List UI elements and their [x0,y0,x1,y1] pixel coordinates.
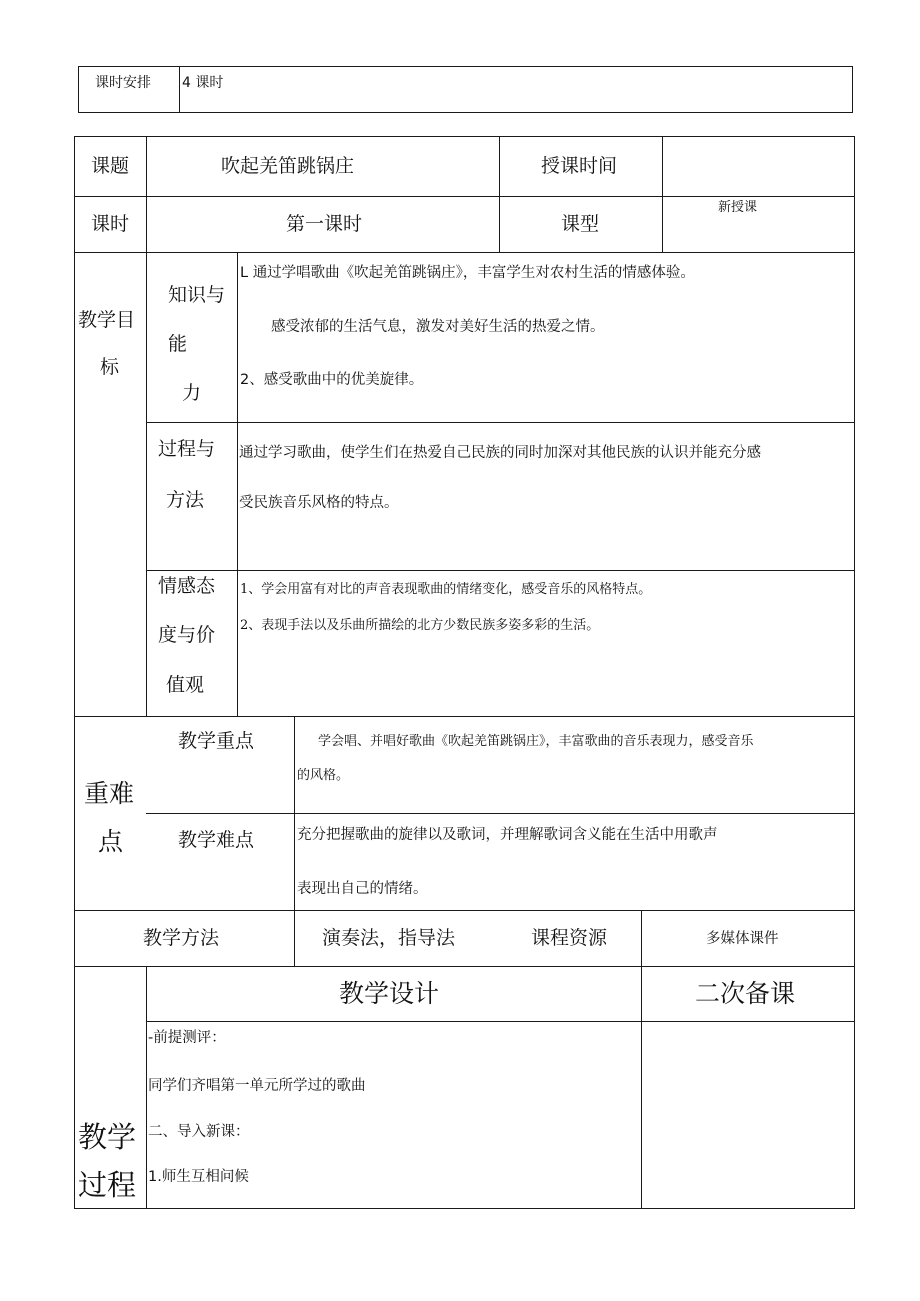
border-line [74,966,855,967]
border-line [146,966,147,1209]
emotion-label: 值观 [166,674,205,696]
border-line [78,66,79,113]
focus-text: 的风格。 [297,768,350,783]
difficulty-text: 表现出自己的情绪。 [297,881,428,897]
process-text: 通过学习歌曲，使学生们在热爱自己民族的同时加深对其他民族的认识并能充分感 [239,445,761,461]
border-line [237,252,238,717]
resource-label: 课程资源 [531,927,608,949]
difficulty-label: 教学难点 [178,829,255,851]
border-line [146,813,855,814]
knowledge-text: 感受浓郁的生活气息，激发对美好生活的热爱之情。 [271,319,605,335]
border-line [78,112,853,113]
border-line [146,570,855,571]
process-line: -前提测评： [148,1030,226,1046]
knowledge-text: 2、感受歌曲中的优美旋律。 [240,372,424,388]
border-line [641,910,642,1209]
process-label: 过程与 [158,438,216,460]
border-line [74,136,855,137]
border-line [146,422,855,423]
process-section-label: 教学 [78,1120,137,1154]
type-label: 课型 [561,213,600,235]
schedule-value: 4 课时 [182,75,224,91]
key-points-label: 点 [98,827,124,856]
process-text: 受民族音乐风格的特点。 [239,495,399,511]
difficulty-text: 充分把握歌曲的旋律以及歌词，并理解歌词含义能在生活中用歌声 [297,827,718,843]
knowledge-text: L 通过学唱歌曲《吹起羌笛跳锅庄》，丰富学生对农村生活的情感体验。 [240,265,695,281]
emotion-label: 情感态 [158,575,216,597]
border-line [854,136,855,1209]
knowledge-label: 力 [182,382,202,404]
border-line [78,66,853,67]
border-line [74,252,855,253]
process-line: 1.师生互相问候 [148,1169,249,1185]
period-label: 课时 [91,213,130,235]
methods-value: 演奏法，指导法 [322,927,456,949]
focus-text: 学会唱、并唱好歌曲《吹起羌笛跳锅庄》，丰富歌曲的音乐表现力，感受音乐 [318,734,754,749]
border-line [146,136,147,717]
emotion-text: 2、表现手法以及乐曲所描绘的北方少数民族多姿多彩的生活。 [240,618,600,633]
resource-value: 多媒体课件 [706,931,779,947]
border-line [74,1208,855,1209]
objectives-label: 教学目 [78,309,136,331]
period-value: 第一课时 [286,213,363,235]
design-header: 教学设计 [339,979,440,1008]
schedule-label: 课时安排 [95,75,151,91]
process-section-label: 过程 [78,1168,137,1202]
objectives-label: 标 [100,356,120,378]
border-line [294,716,295,967]
border-line [146,1021,855,1022]
process-label: 方法 [166,489,205,511]
prep-header: 二次备课 [695,979,796,1008]
border-line [852,66,853,113]
border-line [74,910,855,911]
emotion-label: 度与价 [158,624,216,646]
border-line [179,66,180,113]
border-line [74,716,855,717]
topic-label: 课题 [91,155,130,177]
key-points-label: 重难 [84,779,135,808]
emotion-text: 1、学会用富有对比的声音表现歌曲的情绪变化，感受音乐的风格特点。 [240,582,652,597]
knowledge-label: 知识与 [168,284,226,306]
process-line: 同学们齐唱第一单元所学过的歌曲 [148,1078,366,1094]
border-line [662,136,663,253]
process-line: 二、导入新课： [148,1124,250,1140]
border-line [74,196,855,197]
type-value: 新授课 [718,200,758,215]
time-label: 授课时间 [541,155,618,177]
border-line [499,136,500,253]
knowledge-label: 能 [168,333,188,355]
border-line [74,136,75,1209]
focus-label: 教学重点 [178,730,255,752]
topic-value: 吹起羌笛跳锅庄 [221,155,355,177]
methods-label: 教学方法 [143,927,220,949]
